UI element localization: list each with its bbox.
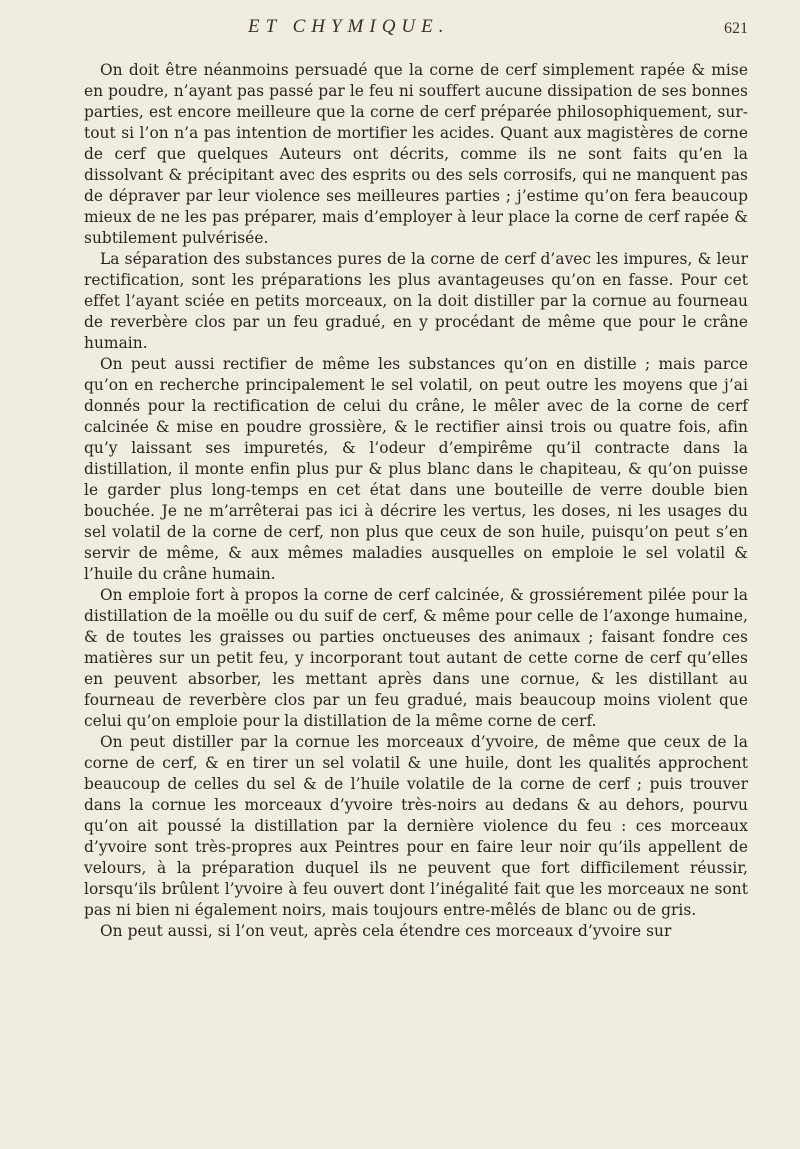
paragraph: On peut distiller par la cornue les morceaux d’yvoire, de même que ceux de la corne de cerf, & en tirer un sel volatil & une huile, dont les qualités approchent beaucoup de celles du sel & de l’huile volatile de la corne de cerf ; puis trouver dans la cornue les morceaux d’yvoire très-noirs au dedans & au dehors, pourvu qu’on ait poussé la distillation par la dernière violence du feu : ces morceaux d’yvoire sont très-propres aux Peintres pour en faire leur noir qu’ils appellent de velours, à la préparation duquel ils ne peuvent que fort difficilement réussir, lorsqu’ils brûlent l’yvoire à feu ouvert dont l’inégalité fait que les morceaux ne sont pas ni bien ni également noirs, mais toujours entre-mêlés de blanc ou de gris. <box>84 733 748 919</box>
page-header <box>84 14 748 54</box>
paragraph: On peut aussi, si l’on veut, après cela étendre ces morceaux d’yvoire sur <box>100 922 672 940</box>
running-title: ET CHYMIQUE. <box>248 16 450 37</box>
paragraph: La séparation des substances pures de la corne de cerf d’avec les impures, & leur rectification, sont les préparations les plus avantageuses qu’on en fasse. Pour cet effet l’ayant sciée en petits morceaux, on la doit distiller par la cornue au fourneau de reverbère clos par un feu gradué, en y procédant de même que pour le crâne humain. <box>84 250 748 352</box>
paragraph: On emploie fort à propos la corne de cerf calcinée, & grossiérement pilée pour la distillation de la moëlle ou du suif de cerf, & même pour celle de l’axonge humaine, & de toutes les graisses ou parties onctueuses des animaux ; faisant fondre ces matières sur un petit feu, y incorporant tout autant de cette corne de cerf qu’elles en peuvent absorber, les mettant après dans une cornue, & les distillant au fourneau de reverbère clos par un feu gradué, mais beaucoup moins violent que celui qu’on emploie pour la distillation de la même corne de cerf. <box>84 586 748 730</box>
paragraph: On peut aussi rectifier de même les substances qu’on en distille ; mais parce qu’on en recherche principalement le sel volatil, on peut outre les moyens que j’ai donnés pour la rectification de celui du crâne, le mêler avec de la corne de cerf calcinée & mise en poudre grossière, & le rectifier ainsi trois ou quatre fois, afin qu’y laissant ses impuretés, & l’odeur d’empirême qu’il contracte dans la distillation, il monte enfin plus pur & plus blanc dans le chapiteau, & qu’on puisse le garder plus long-temps en cet état dans une bouteille de verre double bien bouchée. Je ne m’arrêterai pas ici à décrire les vertus, les doses, ni les usages du sel volatil de la corne de cerf, non plus que ceux de son huile, puisqu’on peut s’en servir de même, & aux mêmes maladies ausquelles on emploie le sel volatil & l’huile du crâne humain. <box>84 355 748 583</box>
paragraph: On doit être néanmoins persuadé que la corne de cerf simplement rapée & mise en poudre, n’ayant pas passé par le feu ni souffert aucune dissipation de ses bonnes parties, est encore meilleure que la corne de cerf préparée philosophiquement, sur-tout si l’on n’a pas intention de mortifier les acides. Quant aux magistères de corne de cerf que quelques Auteurs ont décrits, comme ils ne sont faits qu’en la dissolvant & précipitant avec des esprits ou des sels corrosifs, qui ne manquent pas de dépraver par leur violence ses meilleures parties ; j’estime qu’on fera beaucoup mieux de ne les pas préparer, mais d’employer à leur place la corne de cerf rapée & subtilement pulvérisée. <box>84 61 748 247</box>
page-number: 621 <box>724 20 748 37</box>
body-text <box>84 60 748 942</box>
